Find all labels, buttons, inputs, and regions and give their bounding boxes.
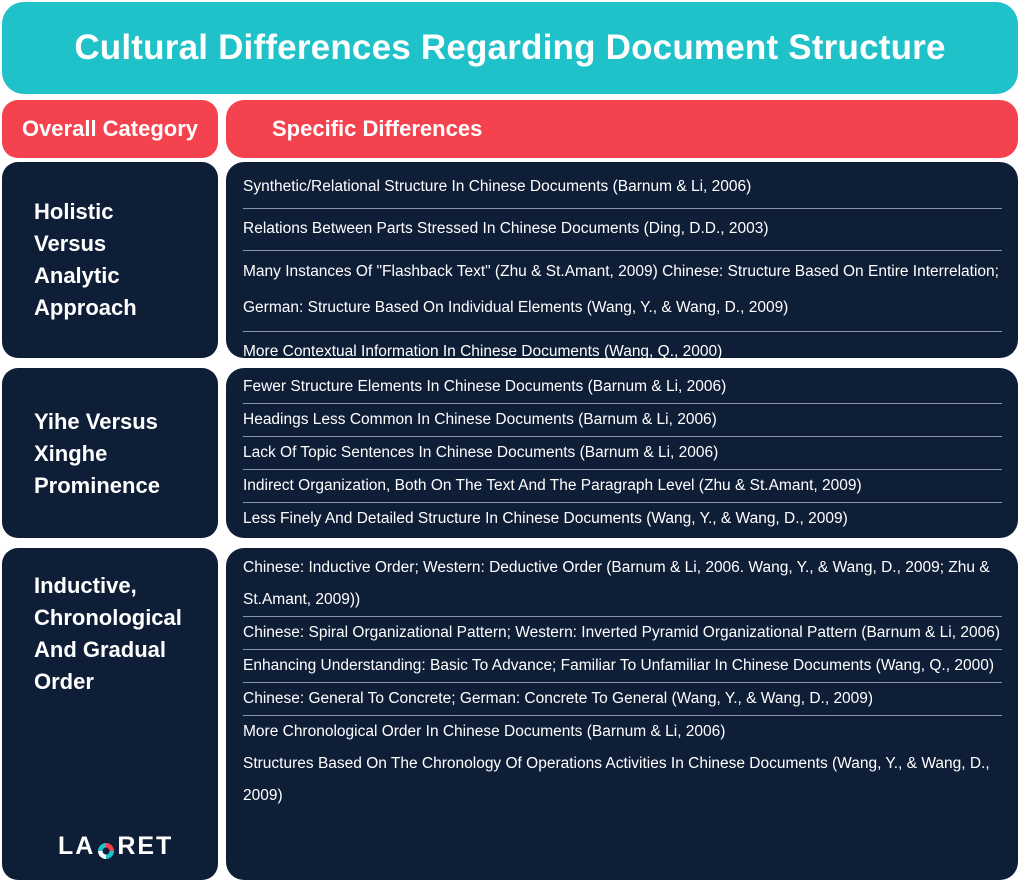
page-title: Cultural Differences Regarding Document Structure bbox=[74, 28, 946, 67]
difference-row: Many Instances Of "Flashback Text" (Zhu & St.Amant, 2009) Chinese: Structure Based On Entire Interrelation; German: Structure Based On Individual Elements (Wang, Y., & Wang, D., 2009) bbox=[243, 251, 1002, 332]
header-differences-label: Specific Differences bbox=[272, 116, 483, 141]
group-holistic bbox=[226, 162, 1018, 358]
group-yihe bbox=[226, 368, 1018, 538]
header-category-label: Overall Category bbox=[21, 116, 199, 141]
lagret-logo bbox=[58, 832, 173, 861]
group-inductive bbox=[226, 548, 1018, 880]
category-label: Yihe Versus Xinghe Prominence bbox=[34, 409, 160, 498]
category-label: Inductive, Chronological And Gradual Order bbox=[34, 573, 182, 694]
difference-row: Headings Less Common In Chinese Documents (Barnum & Li, 2006) bbox=[243, 404, 1002, 437]
title-banner bbox=[2, 2, 1018, 94]
category-yihe bbox=[2, 368, 218, 538]
category-label: Holistic Versus Analytic Approach bbox=[34, 199, 137, 320]
difference-row: Synthetic/Relational Structure In Chinese Documents (Barnum & Li, 2006) bbox=[243, 167, 1002, 209]
difference-row: Less Finely And Detailed Structure In Chinese Documents (Wang, Y., & Wang, D., 2009) bbox=[243, 510, 848, 527]
difference-row: Enhancing Understanding: Basic To Advance; Familiar To Unfamiliar In Chinese Documents (Wang, Q., 2000) bbox=[243, 650, 1002, 683]
difference-row: Structures Based On The Chronology Of Operations Activities In Chinese Documents (Wang, Y., & Wang, D., 2009) bbox=[243, 755, 990, 804]
header-specific-differences bbox=[226, 100, 1018, 158]
difference-row: Chinese: Spiral Organizational Pattern; Western: Inverted Pyramid Organizational Pattern (Barnum & Li, 2006) bbox=[243, 617, 1002, 650]
difference-row: Relations Between Parts Stressed In Chinese Documents (Ding, D.D., 2003) bbox=[243, 209, 1002, 251]
difference-row: Fewer Structure Elements In Chinese Documents (Barnum & Li, 2006) bbox=[243, 371, 1002, 404]
difference-row: Lack Of Topic Sentences In Chinese Documents (Barnum & Li, 2006) bbox=[243, 437, 1002, 470]
category-holistic bbox=[2, 162, 218, 358]
difference-row: Indirect Organization, Both On The Text And The Paragraph Level (Zhu & St.Amant, 2009) bbox=[243, 470, 1002, 503]
logo-text-right: RET bbox=[117, 832, 174, 860]
difference-row: Chinese: Inductive Order; Western: Deductive Order (Barnum & Li, 2006. Wang, Y., & Wang, D., 2009; Zhu & St.Amant, 2009)) bbox=[243, 552, 1002, 617]
logo-text-left: LA bbox=[58, 832, 96, 860]
category-inductive bbox=[2, 548, 218, 880]
logo-mark-icon bbox=[97, 838, 115, 856]
header-overall-category bbox=[2, 100, 218, 158]
difference-row: More Chronological Order In Chinese Documents (Barnum & Li, 2006) bbox=[243, 723, 726, 740]
difference-row: More Contextual Information In Chinese Documents (Wang, Q., 2000) bbox=[243, 343, 723, 360]
difference-row: Chinese: General To Concrete; German: Concrete To General (Wang, Y., & Wang, D., 2009) bbox=[243, 683, 1002, 716]
